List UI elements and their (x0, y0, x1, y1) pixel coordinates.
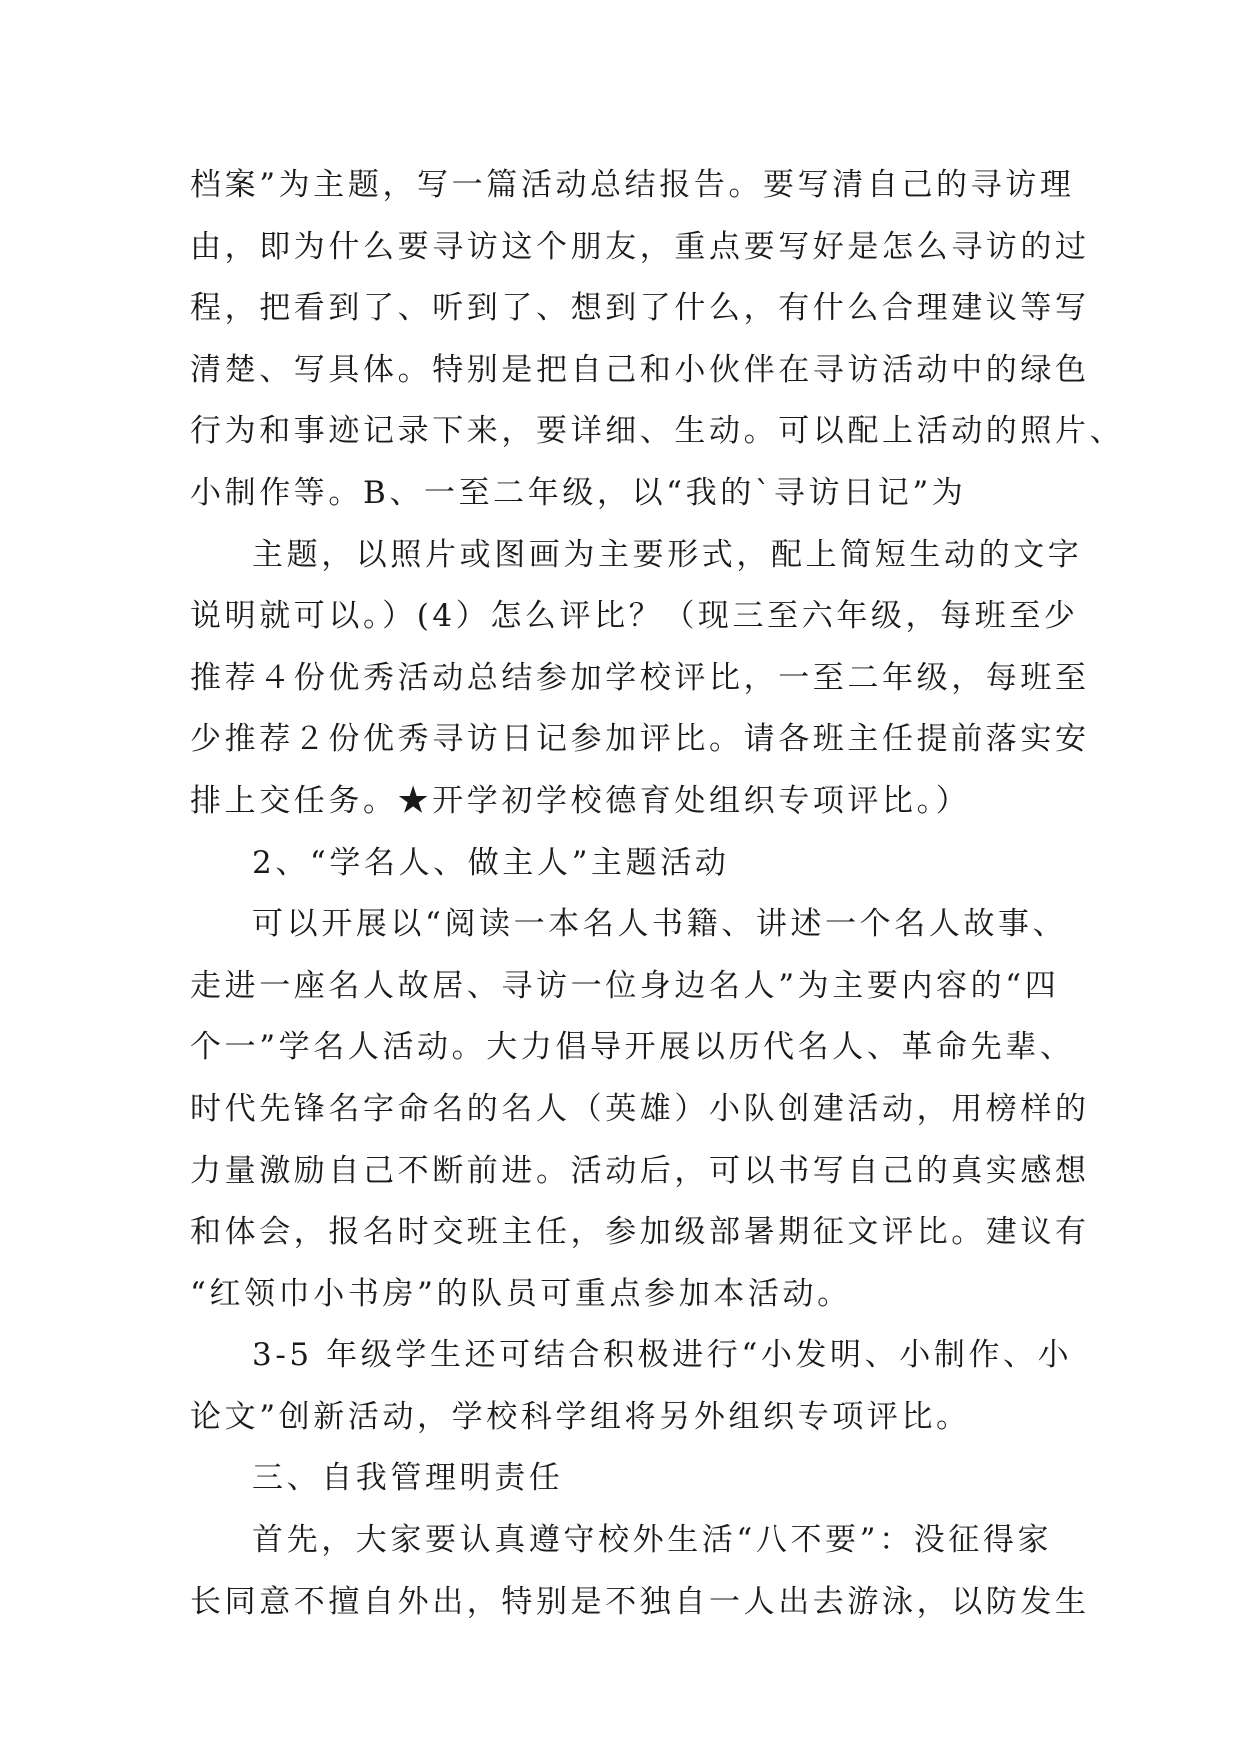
text-line: 推荐４份优秀活动总结参加学校评比，一至二年级，每班至 (190, 659, 1090, 696)
text-line: 论文”创新活动，学校科学组将另外组织专项评比。 (190, 1398, 971, 1435)
text-line: “红领巾小书房”的队员可重点参加本活动。 (190, 1275, 852, 1312)
text-line: 由，即为什么要寻访这个朋友，重点要写好是怎么寻访的过 (190, 228, 1090, 265)
text-line: 行为和事迹记录下来，要详细、生动。可以配上活动的照片、 (190, 413, 1125, 450)
text-line: 可以开展以“阅读一本名人书籍、讲述一个名人故事、 (252, 906, 1068, 943)
text-line: 力量激励自己不断前进。活动后，可以书写自己的真实感想 (190, 1152, 1090, 1189)
text-line: 和体会，报名时交班主任，参加级部暑期征文评比。建议有 (190, 1214, 1090, 1251)
text-line: 时代先锋名字命名的名人（英雄）小队创建活动，用榜样的 (190, 1090, 1090, 1127)
text-line: 3-5 年级学生还可结合积极进行“小发明、小制作、小 (252, 1337, 1073, 1374)
text-line: 程，把看到了、听到了、想到了什么，有什么合理建议等写 (190, 290, 1090, 327)
text-line: 小制作等。B、一至二年级，以“我的`寻访日记”为 (190, 474, 967, 511)
document-body (190, 155, 1125, 1633)
text-line: 长同意不擅自外出，特别是不独自一人出去游泳，以防发生 (190, 1583, 1090, 1620)
text-line: 首先，大家要认真遵守校外生活“八不要”：没征得家 (252, 1522, 1053, 1559)
text-line: 主题，以照片或图画为主要形式，配上简短生动的文字 (252, 536, 1083, 573)
text-line: 说明就可以。）(4）怎么评比？（现三至六年级，每班至少 (190, 598, 1079, 635)
text-line: 少推荐２份优秀寻访日记参加评比。请各班主任提前落实安 (190, 721, 1090, 758)
section-heading: 2、“学名人、做主人”主题活动 (252, 844, 730, 881)
text-line: 走进一座名人故居、寻访一位身边名人”为主要内容的“四 (190, 967, 1060, 1004)
text-line: 排上交任务。★开学初学校德育处组织专项评比。） (190, 782, 971, 819)
text-line: 档案”为主题，写一篇活动总结报告。要写清自己的寻访理 (190, 167, 1075, 203)
text-line: 清楚、写具体。特别是把自己和小伙伴在寻访活动中的绿色 (190, 351, 1090, 388)
section-heading: 三、自我管理明责任 (252, 1460, 564, 1497)
text-line: 个一”学名人活动。大力倡导开展以历代名人、革命先辈、 (190, 1029, 1075, 1066)
